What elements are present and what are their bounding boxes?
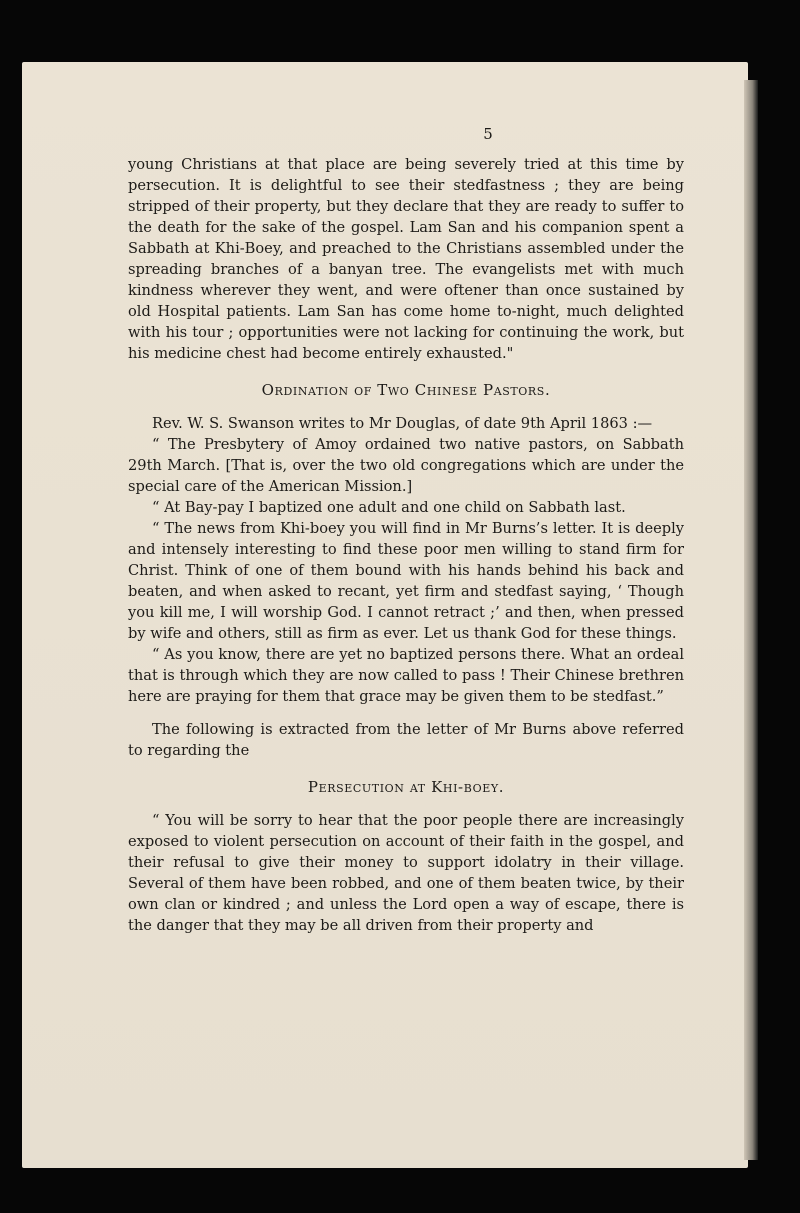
section-heading-persecution: Persecution at Khi-boey. [307,778,505,796]
paragraph-3: “ The Presbytery of Amoy ordained two native pastors, on Sabbath 29th March. [That is, over the two old congregations which are under the special care of the American Mission.] [128,436,684,495]
paragraph-4: “ At Bay-pay I baptized one adult and one child on Sabbath last. [152,499,626,516]
paragraph-7: The following is extracted from the letter of Mr Burns above referred to regarding the [128,721,684,759]
paragraph-1: young Christians at that place are being severely tried at this time by persecution. It is delightful to see their stedfastness ; they are being stripped of their property, but they declare that they are ready to suffer to the death for the sake of the gospel. Lam San and his companion spent a Sabbath at Khi-Boey, and preached to the Christians assembled under the spreading branches of a banyan tree. The evangelists met with much kindness wherever they went, and were oftener than once sustained by old Hospital patients. Lam San has come home to-night, much delighted with his tour ; opportunities were not lacking for continuing the work, but his medicine chest had become entirely exhausted." [128,156,684,362]
page-number: 5 [483,125,493,143]
paragraph-6: “ As you know, there are yet no baptized persons there. What an ordeal that is through which they are now called to pass ! Their Chinese brethren here are praying for them that grace may be given them to be stedfast.” [128,646,684,705]
section-heading-ordination: Ordination of Two Chinese Pastors. [261,381,551,399]
paragraph-8: “ You will be sorry to hear that the poor people there are increasingly exposed to violent persecution on account of their faith in the gospel, and their refusal to give their money to support idolatry in their village. Several of them have been robbed, and one of them beaten twice, by their own clan or kindred ; and unless the Lord open a way of escape, there is the danger that they may be all driven from their property and [128,812,684,934]
page-content [128,125,684,936]
page-edge [744,80,758,1160]
paragraph-5: “ The news from Khi-boey you will find in Mr Burns’s letter. It is deeply and intensely interesting to find these poor men willing to stand firm for Christ. Think of one of them bound with his hands behind his back and beaten, and when asked to recant, yet firm and stedfast saying, ‘ Though you kill me, I will worship God. I cannot retract ;’ and then, when pressed by wife and others, still as firm as ever. Let us thank God for these things. [128,520,684,642]
paragraph-2: Rev. W. S. Swanson writes to Mr Douglas, of date 9th April 1863 :— [152,415,653,432]
